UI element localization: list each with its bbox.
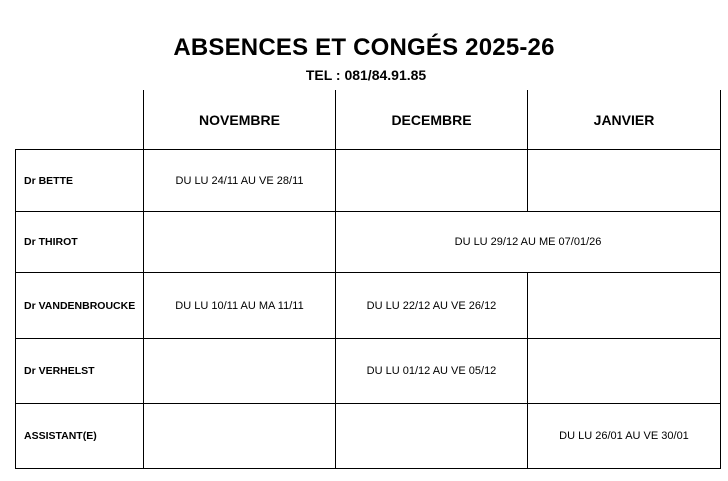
absence-cell-decembre: DU LU 01/12 AU VE 05/12 bbox=[336, 339, 528, 404]
table-row bbox=[16, 150, 721, 212]
table-row bbox=[16, 339, 721, 404]
absence-cell-novembre bbox=[144, 404, 336, 469]
header-month-janvier: JANVIER bbox=[528, 90, 721, 150]
header-month-novembre: NOVEMBRE bbox=[144, 90, 336, 150]
absence-cell-novembre bbox=[144, 212, 336, 273]
staff-name: Dr VANDENBROUCKE bbox=[16, 273, 144, 339]
absence-cell-janvier bbox=[528, 339, 721, 404]
absence-cell-decembre: DU LU 22/12 AU VE 26/12 bbox=[336, 273, 528, 339]
absence-cell-janvier bbox=[528, 150, 721, 212]
staff-name: Dr VERHELST bbox=[16, 339, 144, 404]
absence-cell-janvier: DU LU 26/01 AU VE 30/01 bbox=[528, 404, 721, 469]
absence-cell-decembre bbox=[336, 150, 528, 212]
table-header-row bbox=[16, 90, 721, 150]
header-corner-cell bbox=[16, 90, 144, 150]
telephone-line: TEL : 081/84.91.85 bbox=[305, 67, 427, 83]
absence-cell-novembre: DU LU 24/11 AU VE 28/11 bbox=[144, 150, 336, 212]
table-row bbox=[16, 404, 721, 469]
staff-name: ASSISTANT(E) bbox=[16, 404, 144, 469]
absence-cell-novembre: DU LU 10/11 AU MA 11/11 bbox=[144, 273, 336, 339]
page-title: ABSENCES ET CONGÉS 2025-26 bbox=[173, 34, 555, 61]
absence-cell-decembre-janvier: DU LU 29/12 AU ME 07/01/26 bbox=[336, 212, 721, 273]
staff-name: Dr THIROT bbox=[16, 212, 144, 273]
absence-cell-decembre bbox=[336, 404, 528, 469]
table-row bbox=[16, 273, 721, 339]
table-row bbox=[16, 212, 721, 273]
absences-table bbox=[15, 90, 721, 469]
absence-cell-novembre bbox=[144, 339, 336, 404]
staff-name: Dr BETTE bbox=[16, 150, 144, 212]
absence-cell-janvier bbox=[528, 273, 721, 339]
header-month-decembre: DECEMBRE bbox=[336, 90, 528, 150]
